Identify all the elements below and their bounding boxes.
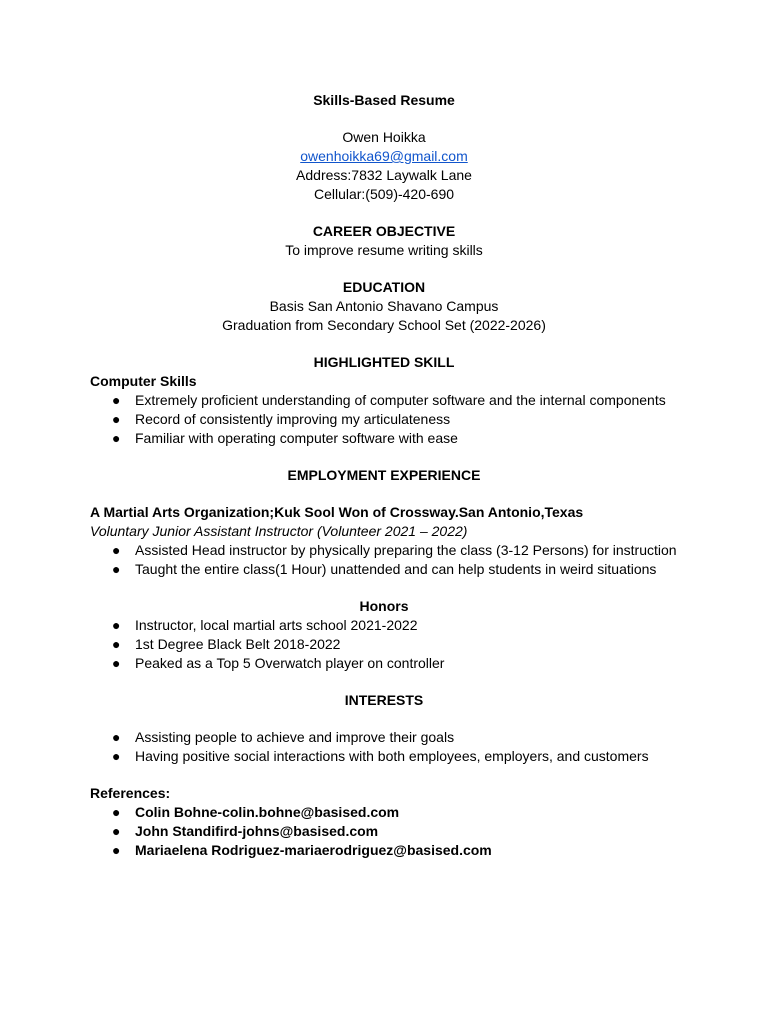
spacer	[90, 766, 678, 784]
list-item	[90, 429, 678, 448]
highlighted-skill-subheading: Computer Skills	[90, 373, 197, 389]
spacer	[90, 673, 678, 691]
bullet-icon: ●	[112, 804, 121, 820]
contact-name: Owen Hoikka	[342, 129, 426, 145]
spacer	[90, 448, 678, 466]
honors-list	[90, 616, 678, 673]
spacer	[90, 260, 678, 278]
employment-role: Voluntary Junior Assistant Instructor (Volunteer 2021 – 2022)	[90, 523, 468, 539]
bullet-icon: ●	[112, 411, 121, 427]
list-item-text: Extremely proficient understanding of computer software and the internal components	[135, 392, 666, 408]
career-objective-heading: CAREER OBJECTIVE	[312, 223, 456, 239]
list-item	[90, 560, 678, 579]
list-item-text: Assisted Head instructor by physically preparing the class (3-12 Persons) for instruction	[135, 542, 677, 558]
employment-organization: A Martial Arts Organization;Kuk Sool Won of Crossway.San Antonio,Texas	[90, 504, 584, 520]
list-item	[90, 654, 678, 673]
list-item-text: Having positive social interactions with both employees, employers, and customers	[135, 748, 649, 764]
list-item-text: Peaked as a Top 5 Overwatch player on controller	[135, 655, 445, 671]
list-item	[90, 635, 678, 654]
bullet-icon: ●	[112, 823, 121, 839]
spacer	[90, 710, 678, 728]
career-objective-text: To improve resume writing skills	[285, 242, 483, 258]
interests-heading: INTERESTS	[344, 692, 424, 708]
bullet-icon: ●	[112, 748, 121, 764]
resume-document	[90, 91, 678, 860]
bullet-icon: ●	[112, 729, 121, 745]
spacer	[90, 579, 678, 597]
list-item	[90, 541, 678, 560]
list-item-text: Colin Bohne-colin.bohne@basised.com	[135, 804, 400, 820]
spacer	[90, 110, 678, 128]
list-item	[90, 747, 678, 766]
spacer	[90, 204, 678, 222]
education-graduation: Graduation from Secondary School Set (2022-2026)	[222, 317, 546, 333]
contact-cellular: Cellular:(509)-420-690	[313, 186, 455, 202]
list-item	[90, 822, 678, 841]
bullet-icon: ●	[112, 617, 121, 633]
list-item	[90, 841, 678, 860]
list-item-text: John Standifird-johns@basised.com	[135, 823, 379, 839]
honors-heading: Honors	[359, 598, 409, 614]
skills-list	[90, 391, 678, 448]
bullet-icon: ●	[112, 636, 121, 652]
bullet-icon: ●	[112, 542, 121, 558]
list-item-text: Record of consistently improving my articulateness	[135, 411, 451, 427]
interests-list	[90, 728, 678, 766]
employment-heading: EMPLOYMENT EXPERIENCE	[287, 467, 481, 483]
list-item	[90, 410, 678, 429]
education-school: Basis San Antonio Shavano Campus	[269, 298, 499, 314]
bullet-icon: ●	[112, 392, 121, 408]
bullet-icon: ●	[112, 842, 121, 858]
list-item-text: Familiar with operating computer software with ease	[135, 430, 458, 446]
bullet-icon: ●	[112, 655, 121, 671]
contact-email-row	[90, 147, 678, 166]
spacer	[90, 485, 678, 503]
contact-address: Address:7832 Laywalk Lane	[296, 167, 472, 183]
list-item-text: Mariaelena Rodriguez-mariaerodriguez@basised.com	[135, 842, 492, 858]
list-item	[90, 391, 678, 410]
list-item-text: Assisting people to achieve and improve their goals	[135, 729, 455, 745]
employment-list	[90, 541, 678, 579]
spacer	[90, 335, 678, 353]
education-heading: EDUCATION	[342, 279, 426, 295]
list-item	[90, 803, 678, 822]
references-list	[90, 803, 678, 860]
references-heading: References:	[90, 785, 171, 801]
contact-email-link[interactable]: owenhoikka69@gmail.com	[300, 148, 468, 164]
list-item-text: 1st Degree Black Belt 2018-2022	[135, 636, 341, 652]
list-item	[90, 728, 678, 747]
bullet-icon: ●	[112, 561, 121, 577]
list-item	[90, 616, 678, 635]
bullet-icon: ●	[112, 430, 121, 446]
list-item-text: Instructor, local martial arts school 2021-2022	[135, 617, 418, 633]
highlighted-skill-heading: HIGHLIGHTED SKILL	[313, 354, 455, 370]
document-title: Skills-Based Resume	[313, 92, 455, 108]
list-item-text: Taught the entire class(1 Hour) unattended and can help students in weird situations	[135, 561, 657, 577]
